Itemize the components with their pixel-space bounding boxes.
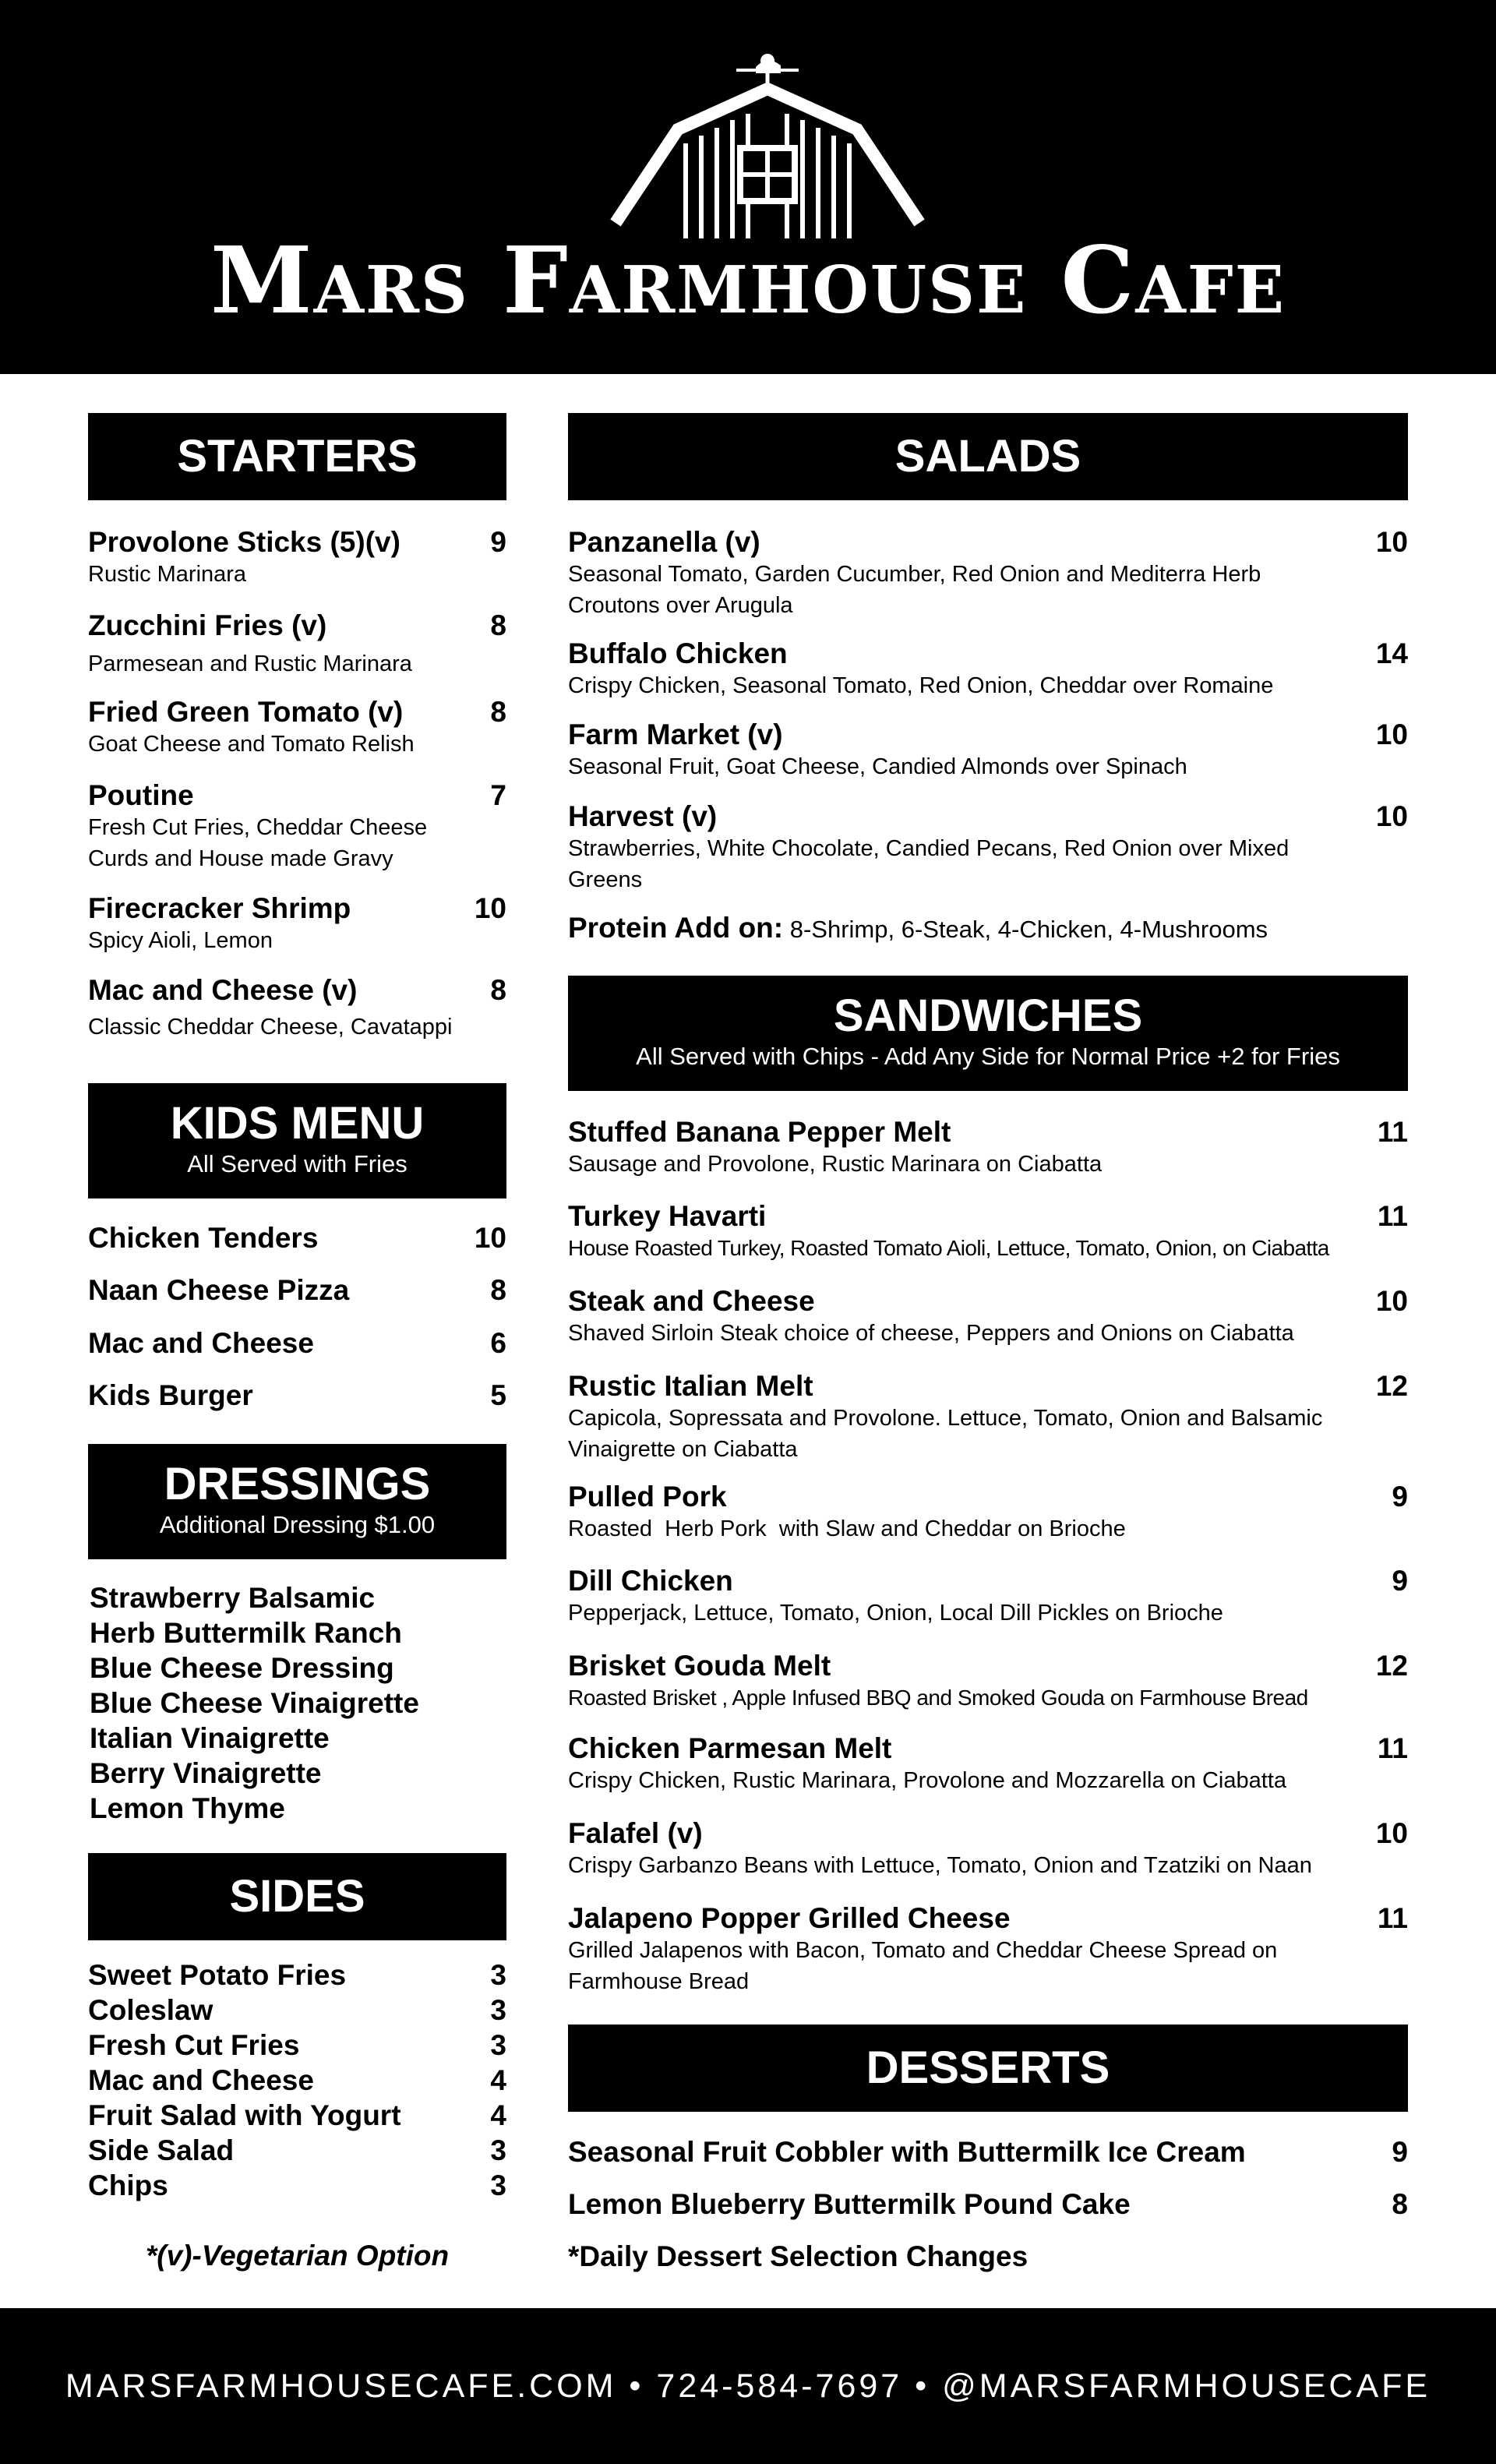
item-desc: House Roasted Turkey, Roasted Tomato Aioli, Lettuce, Tomato, Onion, on Ciabatta [568, 1236, 1329, 1260]
menu-item [88, 1379, 506, 1412]
item-name: Chips [88, 2169, 168, 2201]
starters-header [88, 413, 506, 500]
footer-contact: MARSFARMHOUSECAFE.COM • 724-584-7697 • @MARSFARMHOUSECAFE [0, 2308, 1496, 2464]
item-name: Poutine [88, 779, 194, 811]
menu-item [568, 1732, 1408, 1796]
section-title: SALADS [894, 431, 1081, 482]
dessert-note [568, 2240, 1408, 2273]
item-desc: Crispy Chicken, Seasonal Tomato, Red Onion, Cheddar over Romaine [568, 673, 1274, 698]
protein-options: 8-Shrimp, 6-Steak, 4-Chicken, 4-Mushrooms [789, 916, 1268, 943]
item-desc: Grilled Jalapenos with Bacon, Tomato and Cheddar Cheese Spread on Farmhouse Bread [568, 1938, 1278, 1994]
item-price: 6 [490, 1327, 506, 1359]
item-price: 9 [1392, 1565, 1408, 1597]
item-name: Side Salad [88, 2134, 235, 2166]
item-desc: Sausage and Provolone, Rustic Marinara on Ciabatta [568, 1152, 1103, 1177]
section-title: DESSERTS [866, 2042, 1110, 2093]
item-price: 4 [490, 2064, 506, 2096]
item-name: Firecracker Shrimp [88, 892, 351, 924]
item-price: 3 [490, 1959, 506, 1991]
dressings-header [88, 1444, 506, 1559]
menu-item [568, 1116, 1408, 1180]
item-desc: Seasonal Tomato, Garden Cucumber, Red Onion and Mediterra Herb Croutons over Arugula [568, 562, 1261, 618]
item-name: Brisket Gouda Melt [568, 1650, 831, 1682]
menu-item [568, 1481, 1408, 1544]
dressing-item: Lemon Thyme [90, 1792, 285, 1824]
item-price: 3 [490, 1994, 506, 2026]
item-name: Jalapeno Popper Grilled Cheese [568, 1902, 1011, 1934]
item-price: 3 [490, 2134, 506, 2166]
menu-item [88, 2169, 506, 2202]
desserts-header [568, 2025, 1408, 2112]
section-title: STARTERS [177, 431, 418, 482]
item-price: 3 [490, 2029, 506, 2061]
section-title: SANDWICHES [833, 990, 1143, 1041]
menu-item [568, 1565, 1408, 1629]
item-price: 10 [474, 1222, 506, 1254]
item-desc: Fresh Cut Fries, Cheddar Cheese Curds and House made Gravy [88, 815, 428, 871]
menu-item [88, 1274, 506, 1307]
barn-weathervane-icon [600, 44, 935, 238]
item-price: 8 [490, 1274, 506, 1306]
section-title: DRESSINGS [164, 1459, 431, 1509]
item-name: Kids Burger [88, 1379, 253, 1411]
item-desc: Parmesean and Rustic Marinara [88, 651, 412, 676]
menu-item [568, 1902, 1408, 1997]
item-price: 10 [474, 892, 506, 924]
dressing-item: Berry Vinaigrette [90, 1757, 322, 1789]
item-name: Mac and Cheese [88, 2064, 314, 2096]
menu-item [88, 2064, 506, 2097]
menu-item [88, 2099, 506, 2132]
item-name: Turkey Havarti [568, 1200, 767, 1232]
item-name: Lemon Blueberry Buttermilk Pound Cake [568, 2188, 1131, 2220]
item-name: Coleslaw [88, 1994, 213, 2026]
item-name: Sweet Potato Fries [88, 1959, 347, 1991]
menu-item [568, 1650, 1408, 1714]
item-desc: Crispy Chicken, Rustic Marinara, Provolone and Mozzarella on Ciabatta [568, 1768, 1286, 1793]
item-price: 11 [1377, 1732, 1408, 1764]
menu-item [88, 1994, 506, 2027]
item-price: 8 [490, 974, 506, 1006]
item-name: Mac and Cheese (v) [88, 974, 358, 1006]
item-name: Dill Chicken [568, 1565, 733, 1597]
menu-item [568, 1200, 1408, 1264]
dressing-item: Blue Cheese Vinaigrette [90, 1687, 419, 1719]
item-name: Harvest (v) [568, 800, 718, 832]
item-price: 4 [490, 2099, 506, 2131]
item-name: Pulled Pork [568, 1481, 727, 1513]
item-name: Panzanella (v) [568, 526, 760, 558]
item-price: 10 [1375, 526, 1408, 558]
item-desc: Classic Cheddar Cheese, Cavatappi [88, 1015, 453, 1040]
menu-item [568, 637, 1408, 701]
menu-item [88, 609, 506, 680]
menu-item [88, 779, 506, 874]
vegetarian-note: *(v)-Vegetarian Option [145, 2240, 450, 2272]
menu-item [88, 2029, 506, 2062]
menu-item [568, 526, 1408, 621]
menu-item [88, 1222, 506, 1255]
item-name: Mac and Cheese [88, 1327, 314, 1359]
item-price: 10 [1375, 1285, 1408, 1317]
dressing-item: Strawberry Balsamic [90, 1582, 376, 1614]
item-price: 9 [490, 526, 506, 558]
item-name: Naan Cheese Pizza [88, 1274, 350, 1306]
menu-item [88, 696, 506, 760]
item-price: 14 [1375, 637, 1408, 669]
item-name: Chicken Parmesan Melt [568, 1732, 892, 1764]
item-price: 10 [1375, 1817, 1408, 1849]
menu-item [568, 1370, 1408, 1465]
item-name: Fruit Salad with Yogurt [88, 2099, 401, 2131]
item-price: 8 [490, 609, 506, 641]
menu-item [88, 526, 506, 590]
item-name: Buffalo Chicken [568, 637, 788, 669]
section-title: KIDS MENU [170, 1098, 425, 1149]
item-desc: Spicy Aioli, Lemon [88, 928, 273, 953]
item-price: 8 [490, 696, 506, 728]
item-name: Chicken Tenders [88, 1222, 319, 1254]
menu-item [88, 892, 506, 956]
dessert-note-text: *Daily Dessert Selection Changes [568, 2240, 1028, 2272]
item-desc: Roasted Herb Pork with Slaw and Cheddar on Brioche [568, 1516, 1126, 1541]
item-price: 9 [1392, 1481, 1408, 1513]
protein-label: Protein Add on: [568, 912, 784, 944]
item-price: 11 [1377, 1902, 1408, 1934]
item-name: Seasonal Fruit Cobbler with Buttermilk Ice Cream [568, 2136, 1246, 2168]
item-price: 12 [1375, 1650, 1408, 1682]
menu-item [88, 1327, 506, 1360]
item-name: Fresh Cut Fries [88, 2029, 300, 2061]
item-price: 10 [1375, 718, 1408, 750]
item-price: 7 [490, 779, 506, 811]
menu-item [88, 974, 506, 1043]
brand-title: Mars Farmhouse Cafe [210, 226, 1286, 334]
dressing-item: Herb Buttermilk Ranch [90, 1617, 402, 1649]
item-desc: Crispy Garbanzo Beans with Lettuce, Tomato, Onion and Tzatziki on Naan [568, 1853, 1312, 1878]
item-desc: Roasted Brisket , Apple Infused BBQ and Smoked Gouda on Farmhouse Bread [568, 1686, 1308, 1710]
header-banner [0, 0, 1496, 374]
section-subtitle: Additional Dressing $1.00 [159, 1511, 436, 1538]
item-desc: Seasonal Fruit, Goat Cheese, Candied Almonds over Spinach [568, 754, 1187, 779]
item-name: Stuffed Banana Pepper Melt [568, 1116, 951, 1148]
menu-item [568, 2188, 1408, 2221]
menu-item [88, 1959, 506, 1992]
dressing-item: Italian Vinaigrette [90, 1722, 330, 1754]
item-price: 12 [1375, 1370, 1408, 1402]
item-name: Steak and Cheese [568, 1285, 815, 1317]
item-price: 10 [1375, 800, 1408, 832]
item-desc: Pepperjack, Lettuce, Tomato, Onion, Local Dill Pickles on Brioche [568, 1601, 1223, 1626]
menu-item [88, 2134, 506, 2167]
item-desc: Strawberries, White Chocolate, Candied Pecans, Red Onion over Mixed Greens [568, 836, 1290, 892]
protein-add-on [568, 910, 1408, 948]
item-name: Falafel (v) [568, 1817, 703, 1849]
item-name: Zucchini Fries (v) [88, 609, 327, 641]
menu-item [568, 718, 1408, 782]
item-price: 11 [1377, 1116, 1408, 1148]
menu-item [568, 800, 1408, 895]
menu-item [568, 2136, 1408, 2169]
section-title: SIDES [229, 1871, 365, 1922]
item-price: 11 [1377, 1200, 1408, 1232]
kids-menu-header [88, 1083, 506, 1198]
item-name: Rustic Italian Melt [568, 1370, 813, 1402]
item-desc: Goat Cheese and Tomato Relish [88, 732, 415, 757]
item-price: 3 [490, 2169, 506, 2201]
section-subtitle: All Served with Chips - Add Any Side for Normal Price +2 for Fries [636, 1043, 1340, 1070]
item-price: 9 [1392, 2136, 1408, 2168]
section-subtitle: All Served with Fries [187, 1150, 408, 1177]
item-desc: Rustic Marinara [88, 562, 247, 587]
salads-header [568, 413, 1408, 500]
item-name: Fried Green Tomato (v) [88, 696, 404, 728]
sides-header [88, 1853, 506, 1940]
item-name: Provolone Sticks (5)(v) [88, 526, 400, 558]
item-name: Farm Market (v) [568, 718, 783, 750]
menu-item [568, 1285, 1408, 1349]
item-desc: Shaved Sirloin Steak choice of cheese, Peppers and Onions on Ciabatta [568, 1321, 1294, 1346]
sandwiches-header [568, 976, 1408, 1091]
item-price: 8 [1392, 2188, 1408, 2220]
item-desc: Capicola, Sopressata and Provolone. Lettuce, Tomato, Onion and Balsamic Vinaigrette on Ciabatta [568, 1406, 1323, 1462]
menu-item [568, 1817, 1408, 1881]
item-price: 5 [490, 1379, 506, 1411]
dressing-item: Blue Cheese Dressing [90, 1652, 394, 1684]
